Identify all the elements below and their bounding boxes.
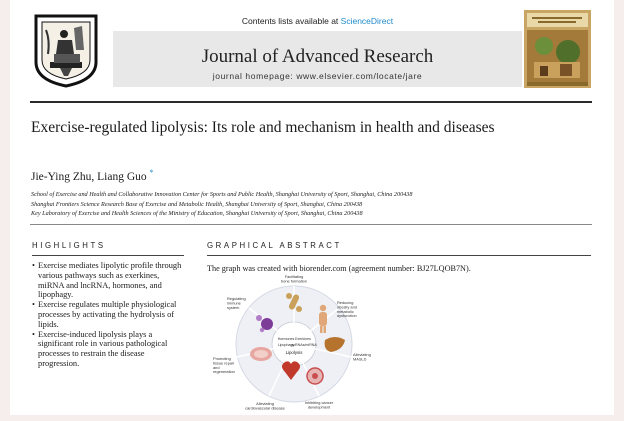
contents-line — [113, 11, 522, 31]
graphical-abstract-heading: GRAPHICAL ABSTRACT — [207, 241, 342, 250]
segment-label: Reducing obesity and metabolic dysfunction — [337, 300, 357, 319]
segment-label: Promoting tissue repair and regeneration — [213, 356, 235, 375]
journal-banner — [113, 11, 522, 87]
highlight-item: • Exercise mediates lipolytic profile through various pathways such as exerkines, miRNA and lncRNA, hormones, and lipophagy. — [32, 261, 182, 300]
inner-label-lipophagy: Lipophagy — [277, 343, 295, 347]
segment-label: Alleviating MASLD — [353, 352, 371, 362]
highlight-item: • Exercise regulates multiple physiological processes by activating the hydrolysis of lipids. — [32, 300, 182, 329]
article-title: Exercise-regulated lipolysis: Its role and mechanism in health and diseases — [31, 119, 495, 136]
journal-homepage[interactable]: journal homepage: www.elsevier.com/locate/jare — [212, 71, 423, 81]
segment-label: Regulating immune system — [227, 296, 246, 310]
highlights-heading: HIGHLIGHTS — [32, 241, 106, 250]
lipolysis-diagram — [207, 274, 377, 415]
highlight-item: • Exercise-induced lipolysis plays a significant role in various pathological processes to restrain the disease progression. — [32, 330, 182, 369]
affiliation-line: School of Exercise and Health and Collaborative Innovation Center for Sports and Public Health, Shanghai University of Sport, Shanghai, China 200438 — [31, 191, 413, 198]
elsevier-logo[interactable] — [30, 10, 102, 88]
highlights-list — [32, 261, 182, 369]
graphical-abstract-figure[interactable] — [207, 274, 377, 415]
inner-label-ncrnas: ncRNAs/miRNA — [291, 343, 317, 347]
graphical-abstract-rule — [207, 255, 591, 256]
cover-image-icon — [524, 10, 591, 88]
affiliation-line: Key Laboratory of Exercise and Health Sciences of the Ministry of Education, Shanghai University of Sport, Shanghai, China 200438 — [31, 210, 363, 218]
inner-label-exerkines: Exerkines — [295, 337, 311, 341]
header-divider — [30, 101, 592, 103]
author-names[interactable]: Jie-Ying Zhu, Liang Guo — [31, 170, 147, 183]
sciencedirect-link[interactable]: ScienceDirect — [340, 16, 394, 26]
segment-label: Inhibiting cancer development — [304, 400, 334, 410]
affiliation-line: Shanghai Frontiers Science Research Base of Exercise and Metabolic Health, Shanghai University of Sport, Shanghai, China 200438 — [31, 200, 363, 208]
tissue-icon — [250, 347, 272, 361]
cancer-cell-icon — [307, 368, 323, 384]
affiliations — [31, 190, 591, 219]
inner-label-hormones: Hormones — [277, 337, 295, 341]
affiliation-divider — [30, 224, 592, 225]
segment-label: Alleviating cardiovascular disease — [245, 401, 285, 411]
banner-gray-panel — [113, 31, 522, 87]
highlights-rule — [32, 255, 184, 256]
journal-cover-thumbnail[interactable] — [524, 10, 591, 88]
graphical-abstract-caption: The graph was created with biorender.com (agreement number: BJ27LQOB7N). — [207, 264, 471, 273]
center-label-lipolysis: Lipolysis — [285, 350, 303, 355]
journal-title[interactable]: Journal of Advanced Research — [201, 46, 434, 67]
corresponding-author-mark[interactable]: * — [149, 168, 154, 177]
segment-label: Facilitating bone formation — [281, 274, 307, 284]
elsevier-tree-icon — [30, 10, 102, 88]
contents-prefix: Contents lists available at — [241, 16, 341, 26]
article-page — [10, 0, 614, 415]
author-line — [31, 168, 154, 183]
